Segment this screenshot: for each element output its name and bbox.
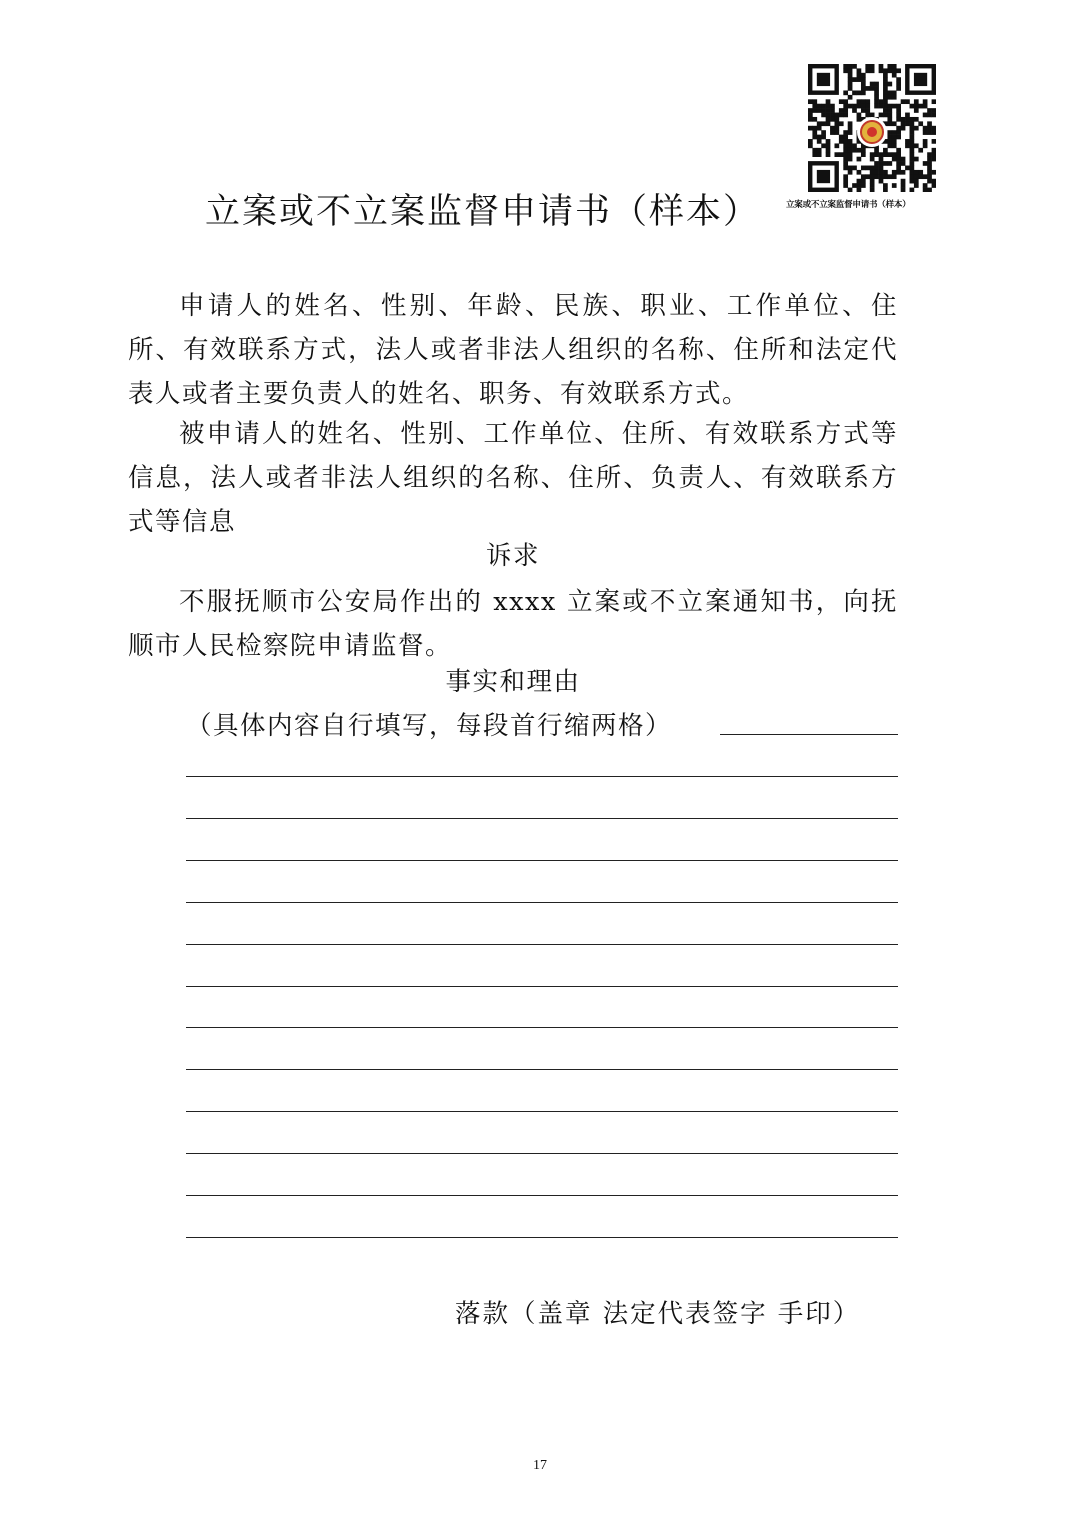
fill-in-line[interactable] [186,986,898,987]
procuratorate-emblem-icon [860,120,884,144]
claim-paragraph: 不服抚顺市公安局作出的 xxxx 立案或不立案通知书，向抚顺市人民检察院申请监督。 [128,587,898,661]
qr-code-block [808,64,938,192]
fill-in-line[interactable] [186,944,898,945]
document-title: 立案或不立案监督申请书（样本） [205,192,761,232]
fill-in-line[interactable] [720,734,898,735]
facts-instruction: （具体内容自行填写，每段首行缩两格） [186,711,673,741]
fill-in-line[interactable] [186,1153,898,1154]
fill-in-line[interactable] [186,776,898,777]
applicant-info-paragraph: 申请人的姓名、性别、年龄、民族、职业、工作单位、住所、有效联系方式，法人或者非法人组织的名称、住所和法定代表人或者主要负责人的姓名、职务、有效联系方式。 [128,291,898,409]
fill-in-line[interactable] [186,1027,898,1028]
qr-caption: 立案或不立案监督申请书（样本） [786,200,911,210]
fill-in-line[interactable] [186,1195,898,1196]
claim-heading: 诉求 [485,541,540,571]
fill-in-line[interactable] [186,818,898,819]
respondent-info-paragraph: 被申请人的姓名、性别、工作单位、住所、有效联系方式等信息，法人或者非法人组织的名称、住所、负责人、有效联系方式等信息 [128,419,898,537]
qr-code-icon [808,64,936,192]
fill-in-line[interactable] [186,1069,898,1070]
fill-in-line[interactable] [186,902,898,903]
page-number: 17 [533,1458,547,1473]
fill-in-line[interactable] [186,860,898,861]
signature-line: 落款（盖章 法定代表签字 手印） [455,1299,861,1329]
fill-in-line[interactable] [186,1237,898,1238]
facts-heading: 事实和理由 [445,667,581,697]
fill-in-line[interactable] [186,1111,898,1112]
